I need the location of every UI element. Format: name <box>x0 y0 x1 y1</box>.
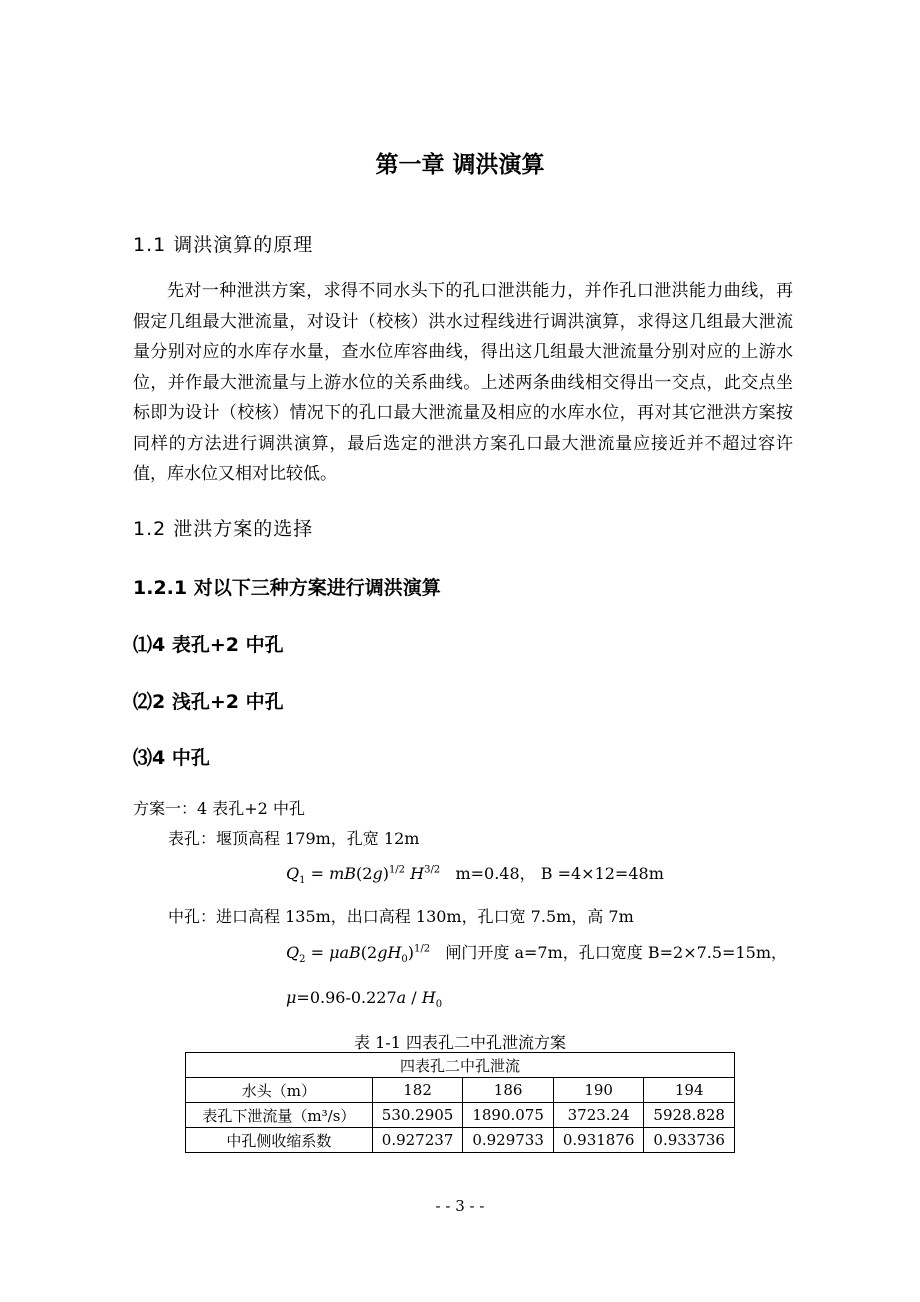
table-caption: 表 1-1 四表孔二中孔泄流方案 <box>354 1033 566 1052</box>
formula-q1-params: m=0.48， B =4×12=48m <box>455 864 664 883</box>
formula-q1-expression: $Q_1 = mB(2g)^{1/2}$ $H^{3/2}$ <box>286 864 441 887</box>
table-cell: 194 <box>644 1078 735 1103</box>
table-cell: 190 <box>553 1078 644 1103</box>
table-row <box>186 1103 735 1128</box>
table-cell: 0.933736 <box>644 1128 735 1153</box>
formula-mu: $\mu=0.96-0.227a / H_0$ <box>286 988 443 1011</box>
table-cell: 5928.828 <box>644 1103 735 1128</box>
middle-hole-line: 中孔：进口高程 135m，出口高程 130m，孔口宽 7.5m，高 7m <box>168 907 634 926</box>
formula-q1 <box>286 861 664 886</box>
chapter-title: 第一章 调洪演算 <box>375 152 545 178</box>
formula-q2-expression: $Q_2 = \mu aB(2gH_0)^{1/2}$ <box>286 943 431 966</box>
table-cell: 水头（m） <box>186 1078 373 1103</box>
table-header: 四表孔二中孔泄流 <box>186 1053 735 1078</box>
table-cell: 中孔侧收缩系数 <box>186 1128 373 1153</box>
paragraph-text: 先对一种泄洪方案，求得不同水头下的孔口泄洪能力，并作孔口泄洪能力曲线，再假定几组最大泄流量，对设计（校核）洪水过程线进行调洪演算，求得这几组最大泄流量分别对应的水库存水量，查水位库容曲线，得出这几组最大泄流量分别对应的上游水位，并作最大泄流量与上游水位的关系曲线。上述两条曲线相交得出一交点，此交点坐标即为设计（校核）情况下的孔口最大泄流量及相应的水库水位，再对其它泄洪方案按同样的方法进行调洪演算，最后选定的泄洪方案孔口最大泄流量应接近并不超过容许值，库水位又相对比较低。 <box>133 281 793 484</box>
section-1-2-heading: 1.2 泄洪方案的选择 <box>133 518 314 540</box>
table-header-row <box>186 1053 735 1078</box>
table-cell: 0.927237 <box>372 1128 463 1153</box>
formula-q2-params: 闸门开度 a=7m，孔口宽度 B=2×7.5=15m， <box>445 943 787 962</box>
table-cell: 0.929733 <box>463 1128 554 1153</box>
table-cell: 0.931876 <box>553 1128 644 1153</box>
scheme-1-title: 方案一：4 表孔+2 中孔 <box>133 799 305 818</box>
option-2: ⑵2 浅孔+2 中孔 <box>133 691 284 713</box>
principle-paragraph <box>133 276 793 490</box>
discharge-table <box>185 1052 735 1153</box>
option-3: ⑶4 中孔 <box>133 747 210 769</box>
table-cell: 186 <box>463 1078 554 1103</box>
section-1-1-heading: 1.1 调洪演算的原理 <box>133 234 314 256</box>
table-row <box>186 1078 735 1103</box>
page-number: - - 3 - - <box>435 1197 485 1215</box>
table-cell: 3723.24 <box>553 1103 644 1128</box>
surface-hole-line: 表孔：堰顶高程 179m，孔宽 12m <box>168 829 420 848</box>
table-row <box>186 1128 735 1153</box>
section-1-2-1-heading: 1.2.1 对以下三种方案进行调洪演算 <box>133 577 441 599</box>
table-cell: 182 <box>372 1078 463 1103</box>
option-1: ⑴4 表孔+2 中孔 <box>133 634 284 656</box>
table-cell: 表孔下泄流量（m³/s） <box>186 1103 373 1128</box>
formula-q2 <box>286 940 787 965</box>
table-cell: 1890.075 <box>463 1103 554 1128</box>
table-cell: 530.2905 <box>372 1103 463 1128</box>
formula-mu-text: =0.96-0.227 <box>296 988 397 1007</box>
